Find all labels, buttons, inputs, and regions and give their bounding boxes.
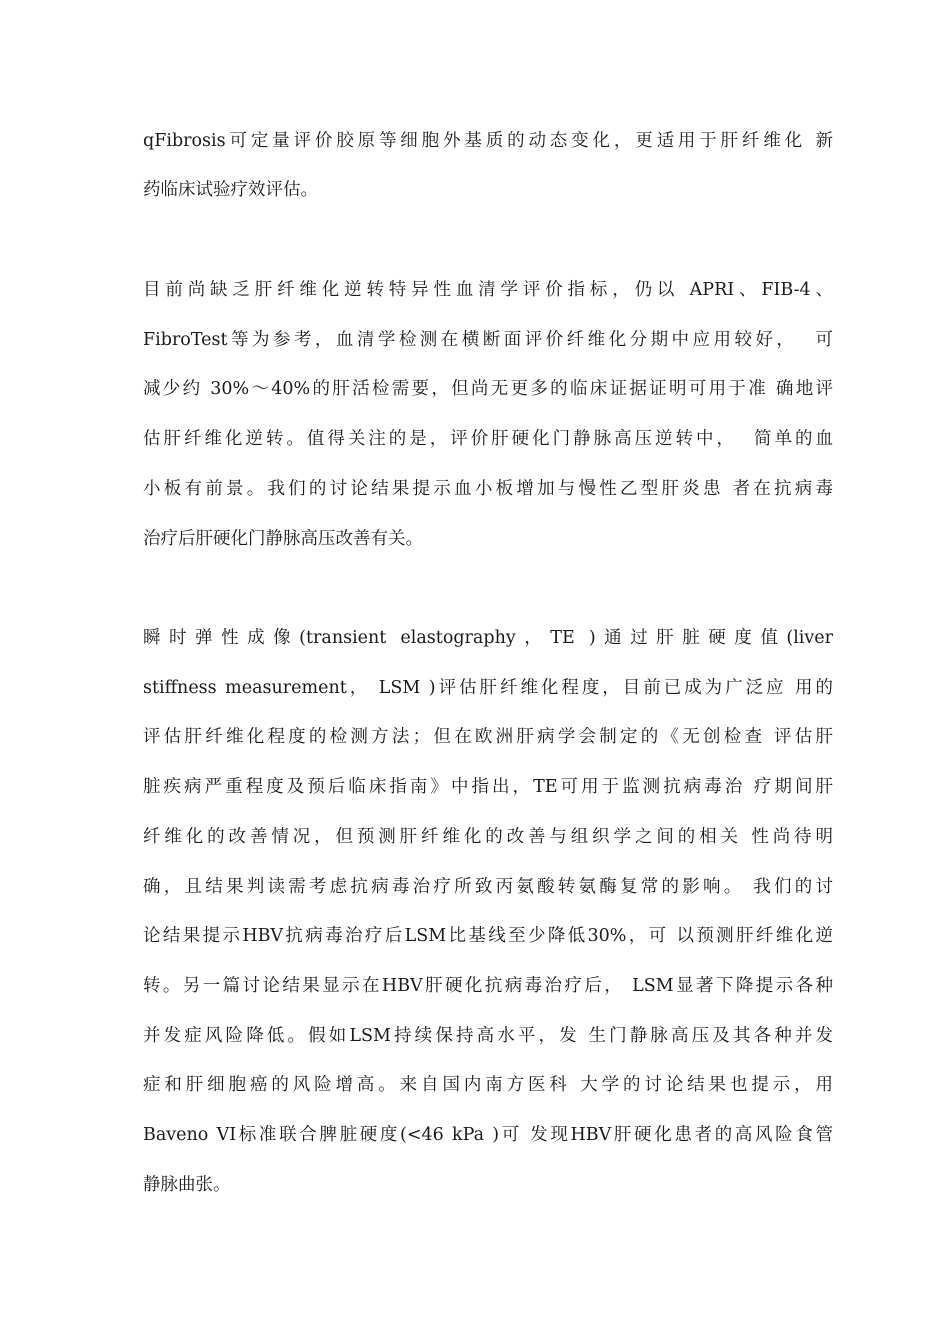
text-line: 论结果提示HBV抗病毒治疗后LSM比基线至少降低30%，可 以预测肝纤维化逆 xyxy=(143,926,833,946)
text-line: 目前尚缺乏肝纤维化逆转特异性血清学评价指标，仍以 APRI、FIB-4、 xyxy=(143,280,833,300)
text-line: qFibrosis可定量评价胶原等细胞外基质的动态变化，更适用于肝纤维化 新 xyxy=(143,131,833,151)
text-line: 瞬时弹性成像(transient elastography，TE )通过肝脏硬度值(liver xyxy=(143,628,833,648)
text-line: 药临床试验疗效评估。 xyxy=(143,180,318,200)
text-line: 纤维化的改善情况，但预测肝纤维化的改善与组织学之间的相关 性尚待明 xyxy=(143,827,833,847)
text-line: 脏疾病严重程度及预后临床指南》中指出，TE可用于监测抗病毒治 疗期间肝 xyxy=(143,777,833,797)
text-line: FibroTest等为参考，血清学检测在横断面评价纤维化分期中应用较好， 可 xyxy=(143,330,833,350)
text-line: 评估肝纤维化程度的检测方法；但在欧洲肝病学会制定的《无创检查 评估肝 xyxy=(143,727,833,747)
text-line: 转。另一篇讨论结果显示在HBV肝硬化抗病毒治疗后， LSM显著下降提示各种 xyxy=(143,976,833,996)
text-line: 并发症风险降低。假如LSM持续保持高水平，发 生门静脉高压及其各种并发 xyxy=(143,1026,833,1046)
text-line: 确，且结果判读需考虑抗病毒治疗所致丙氨酸转氨酶复常的影响。 我们的讨 xyxy=(143,877,833,897)
text-line: 小板有前景。我们的讨论结果提示血小板增加与慢性乙型肝炎患 者在抗病毒 xyxy=(143,479,833,499)
text-line: Baveno VI标准联合脾脏硬度(<46 kPa )可 发现HBV肝硬化患者的高风险食管 xyxy=(143,1125,833,1145)
text-line: 静脉曲张。 xyxy=(143,1175,231,1195)
text-line: 治疗后肝硬化门静脉高压改善有关。 xyxy=(143,529,423,549)
text-line: 减少约 30%〜40%的肝活检需要，但尚无更多的临床证据证明可用于准 确地评 xyxy=(143,379,833,399)
text-line: stiffness measurement， LSM )评估肝纤维化程度，目前已成为广泛应 用的 xyxy=(143,678,833,698)
text-line: 症和肝细胞癌的风险增高。来自国内南方医科 大学的讨论结果也提示，用 xyxy=(143,1075,833,1095)
text-line: 估肝纤维化逆转。值得关注的是，评价肝硬化门静脉高压逆转中， 简单的血 xyxy=(143,429,833,449)
